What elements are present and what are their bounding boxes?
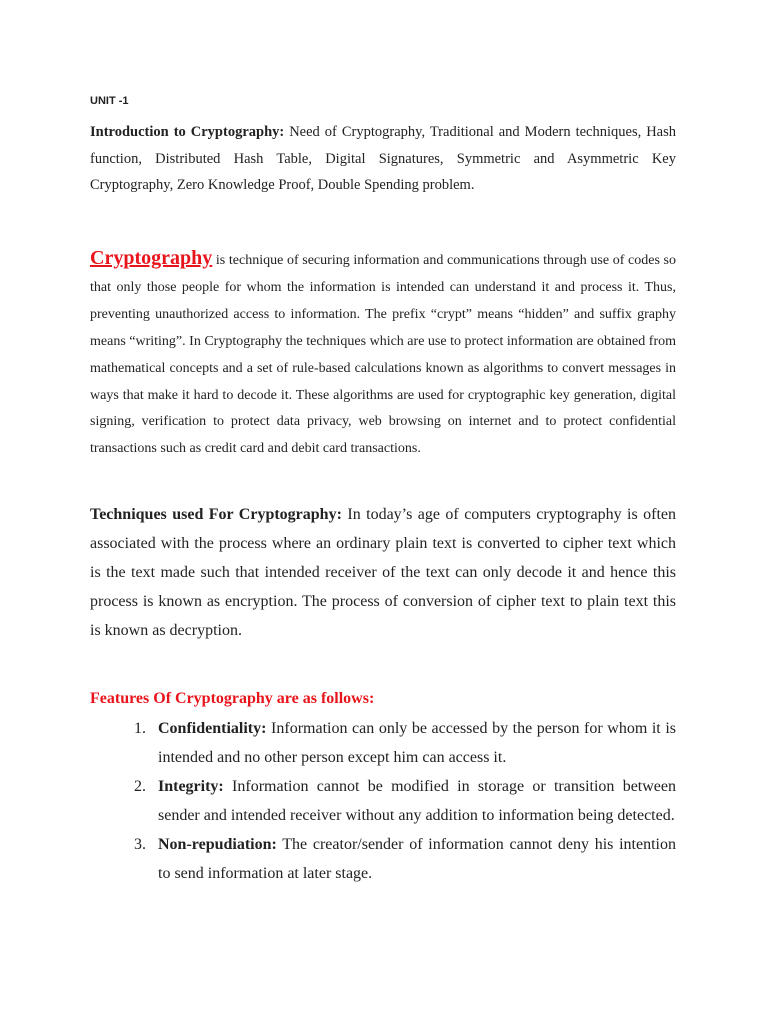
cryptography-text: is technique of securing information and communications through use of codes so that only those people for whom the information is intended can understand it and process it. Thus, preventing unauthorized access to information. The prefix “crypt” means “hidden” and suffix graphy means “writing”. In Cryptography the techniques which are use to protect information are obtained from mathematical concepts and a set of rule-based calculations known as algorithms to convert messages in ways that make it hard to decode it. These algorithms are used for cryptographic key generation, digital signing, verification to protect data privacy, web browsing on internet and to protect confidential transactions such as credit card and debit card transactions.: [90, 253, 676, 457]
list-item-number: 2.: [134, 778, 146, 795]
feature-text: Information cannot be modified in storage or transition between sender and intended receiver without any addition to information being detected.: [158, 778, 676, 824]
feature-term-integrity: Integrity:: [158, 778, 224, 795]
list-item-number: 3.: [134, 836, 146, 853]
list-item: [90, 830, 676, 888]
list-item: [90, 772, 676, 830]
feature-term-confidentiality: Confidentiality:: [158, 720, 267, 737]
techniques-paragraph: [90, 500, 676, 645]
feature-text: The creator/sender of information cannot deny his intention to send information at later stage.: [158, 836, 676, 882]
cryptography-title: Cryptography: [90, 247, 213, 269]
intro-paragraph: [90, 119, 676, 199]
techniques-title: Techniques used For Cryptography:: [90, 506, 342, 523]
intro-title: Introduction to Cryptography:: [90, 124, 285, 140]
feature-text: Information can only be accessed by the person for whom it is intended and no other person except him can access it.: [158, 720, 676, 766]
feature-term-non-repudiation: Non-repudiation:: [158, 836, 277, 853]
features-list: [90, 714, 676, 888]
list-item-number: 1.: [134, 720, 146, 737]
list-item: [90, 714, 676, 772]
features-heading: Features Of Cryptography are as follows:: [90, 690, 375, 707]
techniques-text: In today’s age of computers cryptography is often associated with the process where an ordinary plain text is converted to cipher text which is the text made such that intended receiver of the text can only decode it and hence this process is known as encryption. The process of conversion of cipher text to plain text this is known as decryption.: [90, 506, 677, 639]
unit-label: UNIT -1: [90, 95, 129, 107]
intro-text: Need of Cryptography, Traditional and Modern techniques, Hash function, Distributed Hash Table, Digital Signatures, Symmetric and Asymmetric Key Cryptography, Zero Knowledge Proof, Double Spending problem.: [90, 124, 677, 193]
cryptography-paragraph: [90, 245, 676, 463]
